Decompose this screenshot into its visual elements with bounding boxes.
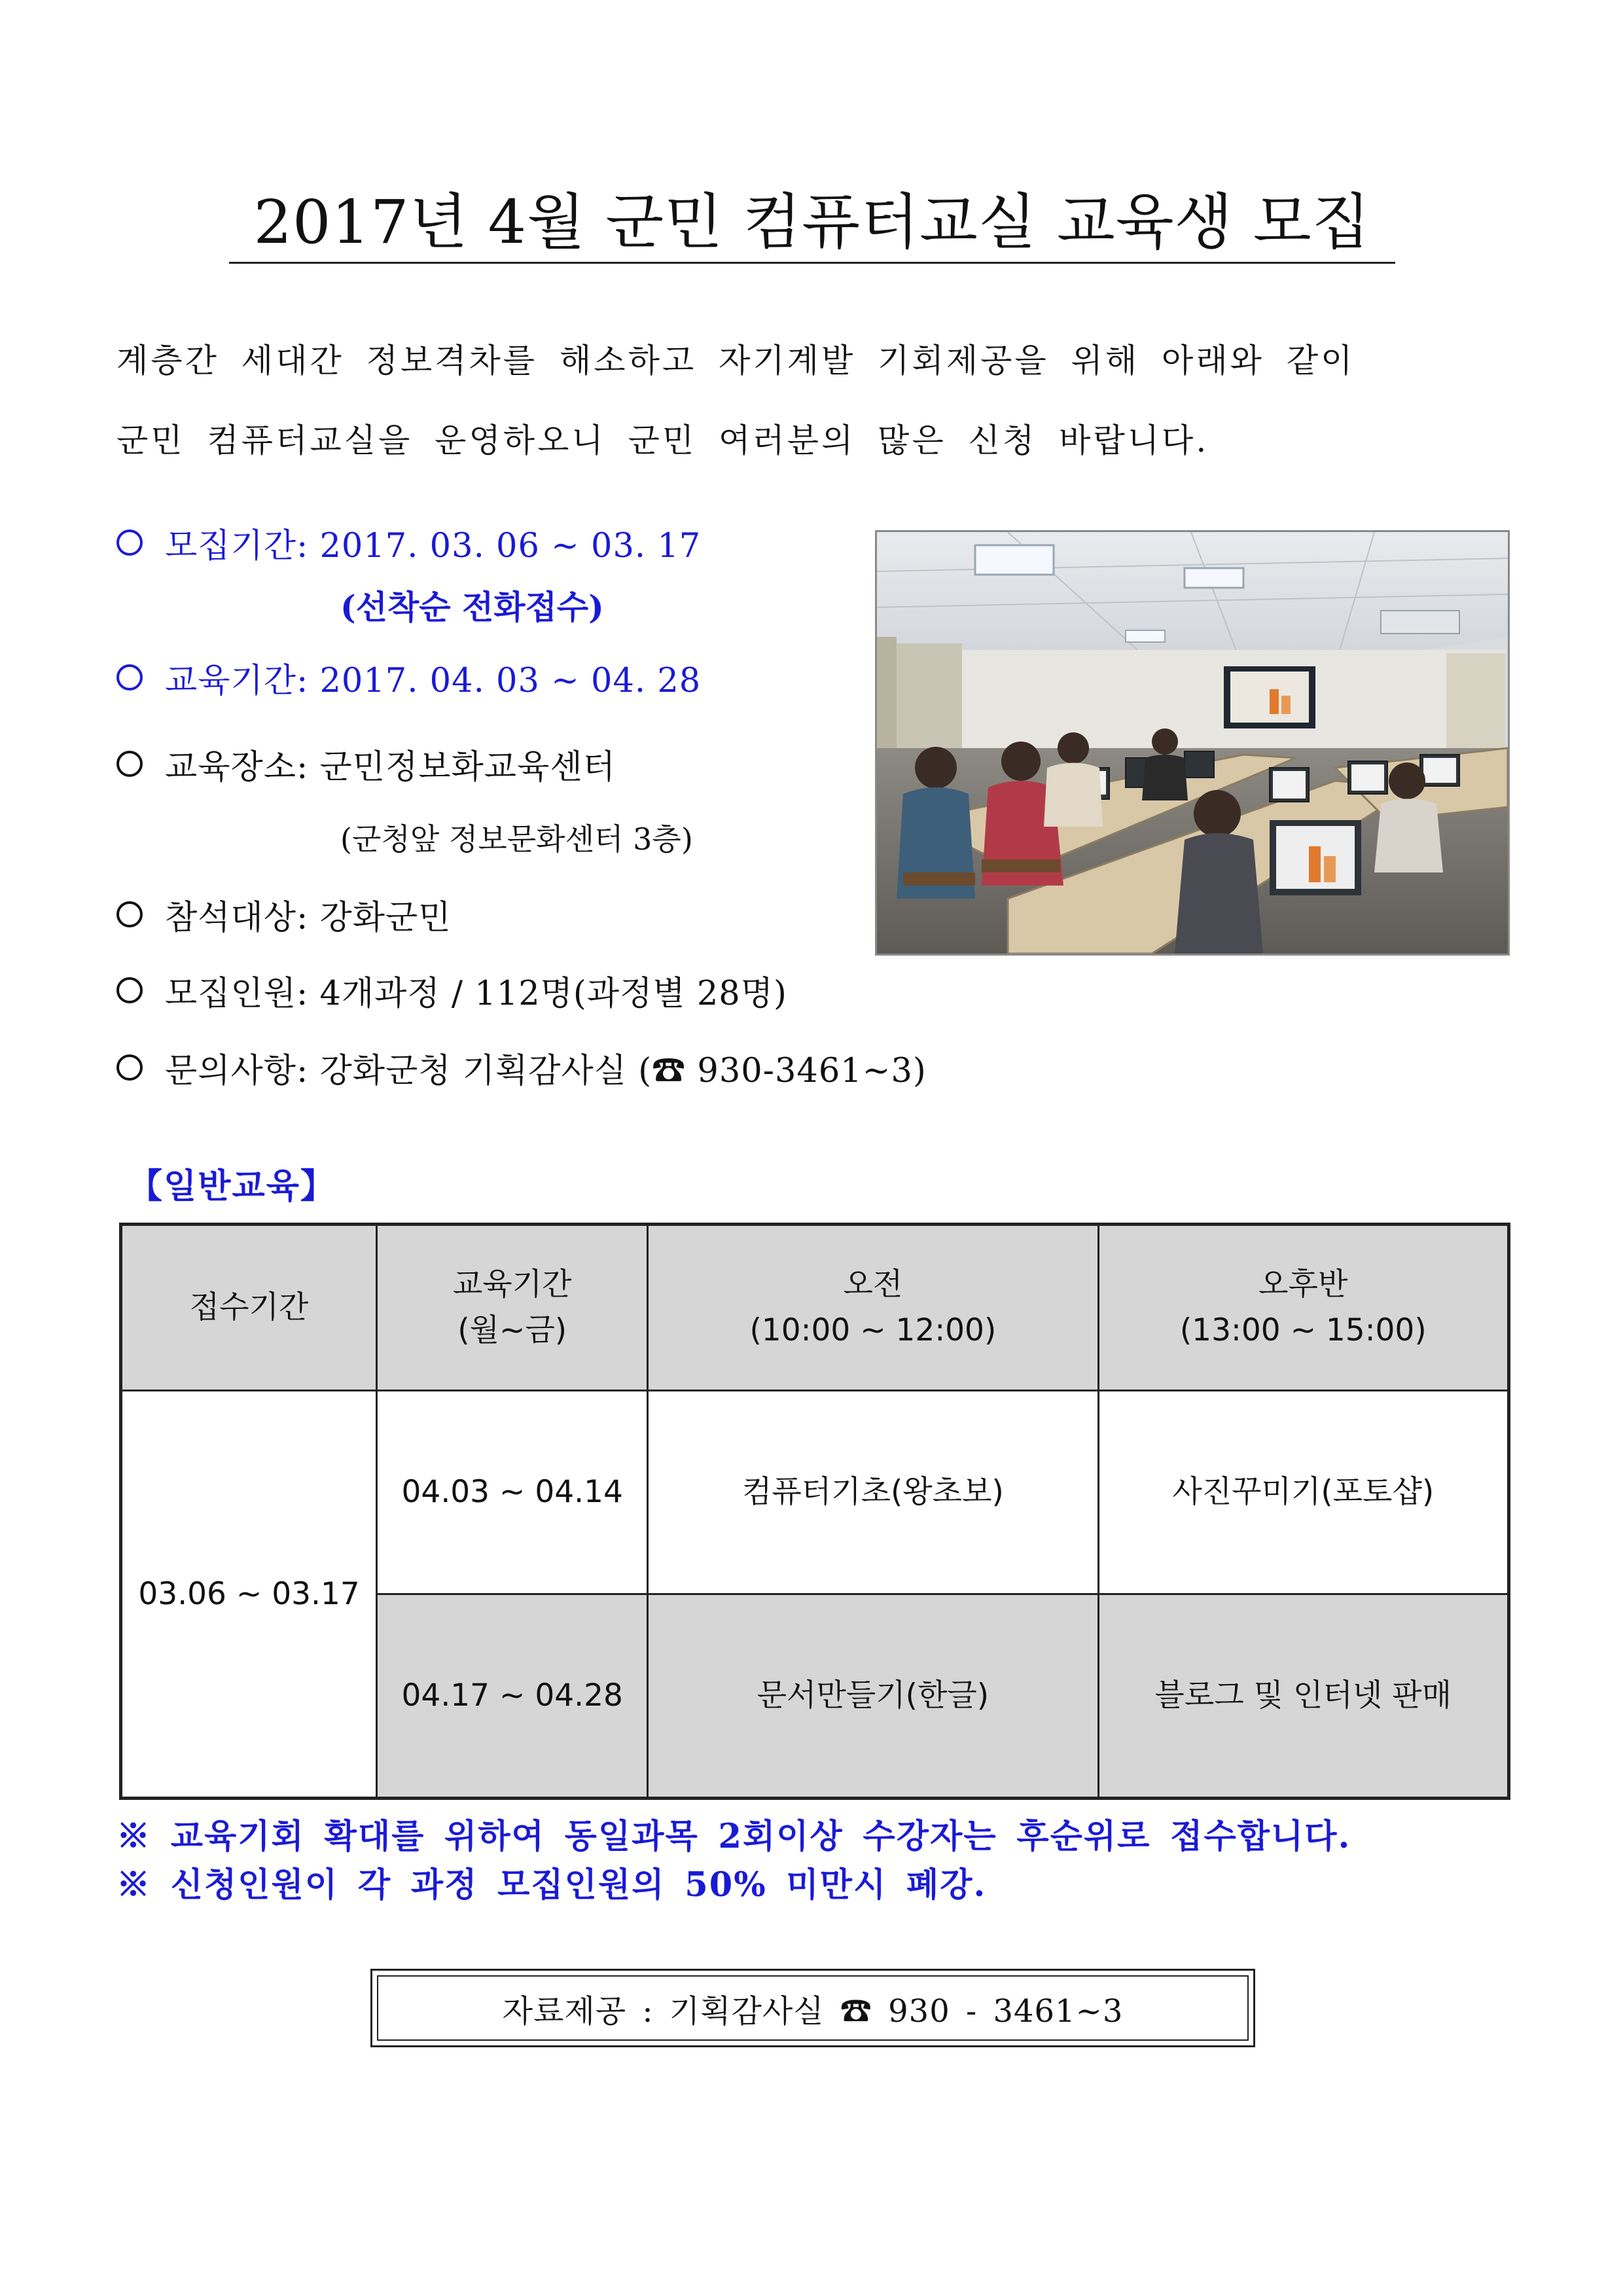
classroom-illustration <box>877 532 1508 954</box>
header-afternoon <box>1098 1225 1508 1391</box>
section-label-general-education: 【일반교육】 <box>128 1166 336 1206</box>
note-priority: ※ 교육기회 확대를 위하여 동일과목 2회이상 수강자는 후순위로 접수합니다. <box>116 1817 1351 1856</box>
cell-morning-course: 문서만들기(한글) <box>648 1594 1098 1799</box>
table-row <box>121 1391 1509 1594</box>
info-target <box>116 890 452 939</box>
circle-bullet-icon <box>116 664 143 691</box>
header-afternoon-line1: 오후반 <box>1258 1266 1348 1302</box>
circle-bullet-icon <box>116 751 143 777</box>
info-headcount <box>116 966 787 1014</box>
cell-registration-period: 03.06 ~ 03.17 <box>121 1391 377 1799</box>
info-target-text: 참석대상: 강화군민 <box>165 899 452 937</box>
header-education-period-line2: (월~금) <box>457 1312 567 1348</box>
schedule-table <box>119 1223 1510 1800</box>
info-edu-place <box>116 740 616 788</box>
classroom-photo <box>875 530 1510 956</box>
info-contact-text: 문의사항: 강화군청 기획감사실 (☎ 930-3461~3) <box>165 1052 927 1090</box>
circle-bullet-icon <box>116 529 143 556</box>
source-footer-box <box>370 1969 1255 2047</box>
header-morning-line2: (10:00 ~ 12:00) <box>749 1312 997 1348</box>
info-recruit-note: (선착순 전화접수) <box>340 588 604 626</box>
source-footer-text: 자료제공 : 기획감사실 ☎ 930 - 3461~3 <box>377 1975 1249 2041</box>
cell-afternoon-course: 사진꾸미기(포토샵) <box>1098 1391 1508 1594</box>
page-title: 2017년 4월 군민 컴퓨터교실 교육생 모집 <box>229 183 1395 264</box>
header-education-period <box>377 1225 648 1391</box>
info-headcount-text: 모집인원: 4개과정 / 112명(과정별 28명) <box>165 975 787 1013</box>
info-edu-period <box>116 653 701 702</box>
intro-paragraph <box>116 321 1524 480</box>
note-cancellation: ※ 신청인원이 각 과정 모집인원의 50% 미만시 폐강. <box>116 1865 987 1905</box>
cell-morning-course: 컴퓨터기초(왕초보) <box>648 1391 1098 1594</box>
circle-bullet-icon <box>116 1054 143 1081</box>
circle-bullet-icon <box>116 901 143 927</box>
cell-afternoon-course: 블로그 및 인터넷 판매 <box>1098 1594 1508 1799</box>
info-edu-period-text: 교육기간: 2017. 04. 03 ~ 04. 28 <box>165 662 702 700</box>
circle-bullet-icon <box>116 977 143 1003</box>
info-edu-place-text: 교육장소: 군민정보화교육센터 <box>165 748 616 787</box>
intro-line-1: 계층간 세대간 정보격차를 해소하고 자기계발 기회제공을 위해 아래와 같이 <box>116 342 1355 380</box>
info-recruit-period <box>116 518 701 567</box>
cell-period: 04.03 ~ 04.14 <box>377 1391 648 1594</box>
header-morning <box>648 1225 1098 1391</box>
table-header-row <box>121 1225 1509 1391</box>
header-registration-period: 접수기간 <box>121 1225 377 1391</box>
header-afternoon-line2: (13:00 ~ 15:00) <box>1179 1312 1427 1348</box>
intro-line-2: 군민 컴퓨터교실을 운영하오니 군민 여러분의 많은 신청 바랍니다. <box>116 422 1209 459</box>
info-recruit-period-text: 모집기간: 2017. 03. 06 ~ 03. 17 <box>165 527 702 565</box>
info-contact <box>116 1043 927 1092</box>
header-morning-line1: 오전 <box>843 1266 903 1302</box>
header-education-period-line1: 교육기간 <box>452 1266 572 1302</box>
info-edu-place-note: (군청앞 정보문화센터 3층) <box>340 821 693 857</box>
cell-period: 04.17 ~ 04.28 <box>377 1594 648 1799</box>
